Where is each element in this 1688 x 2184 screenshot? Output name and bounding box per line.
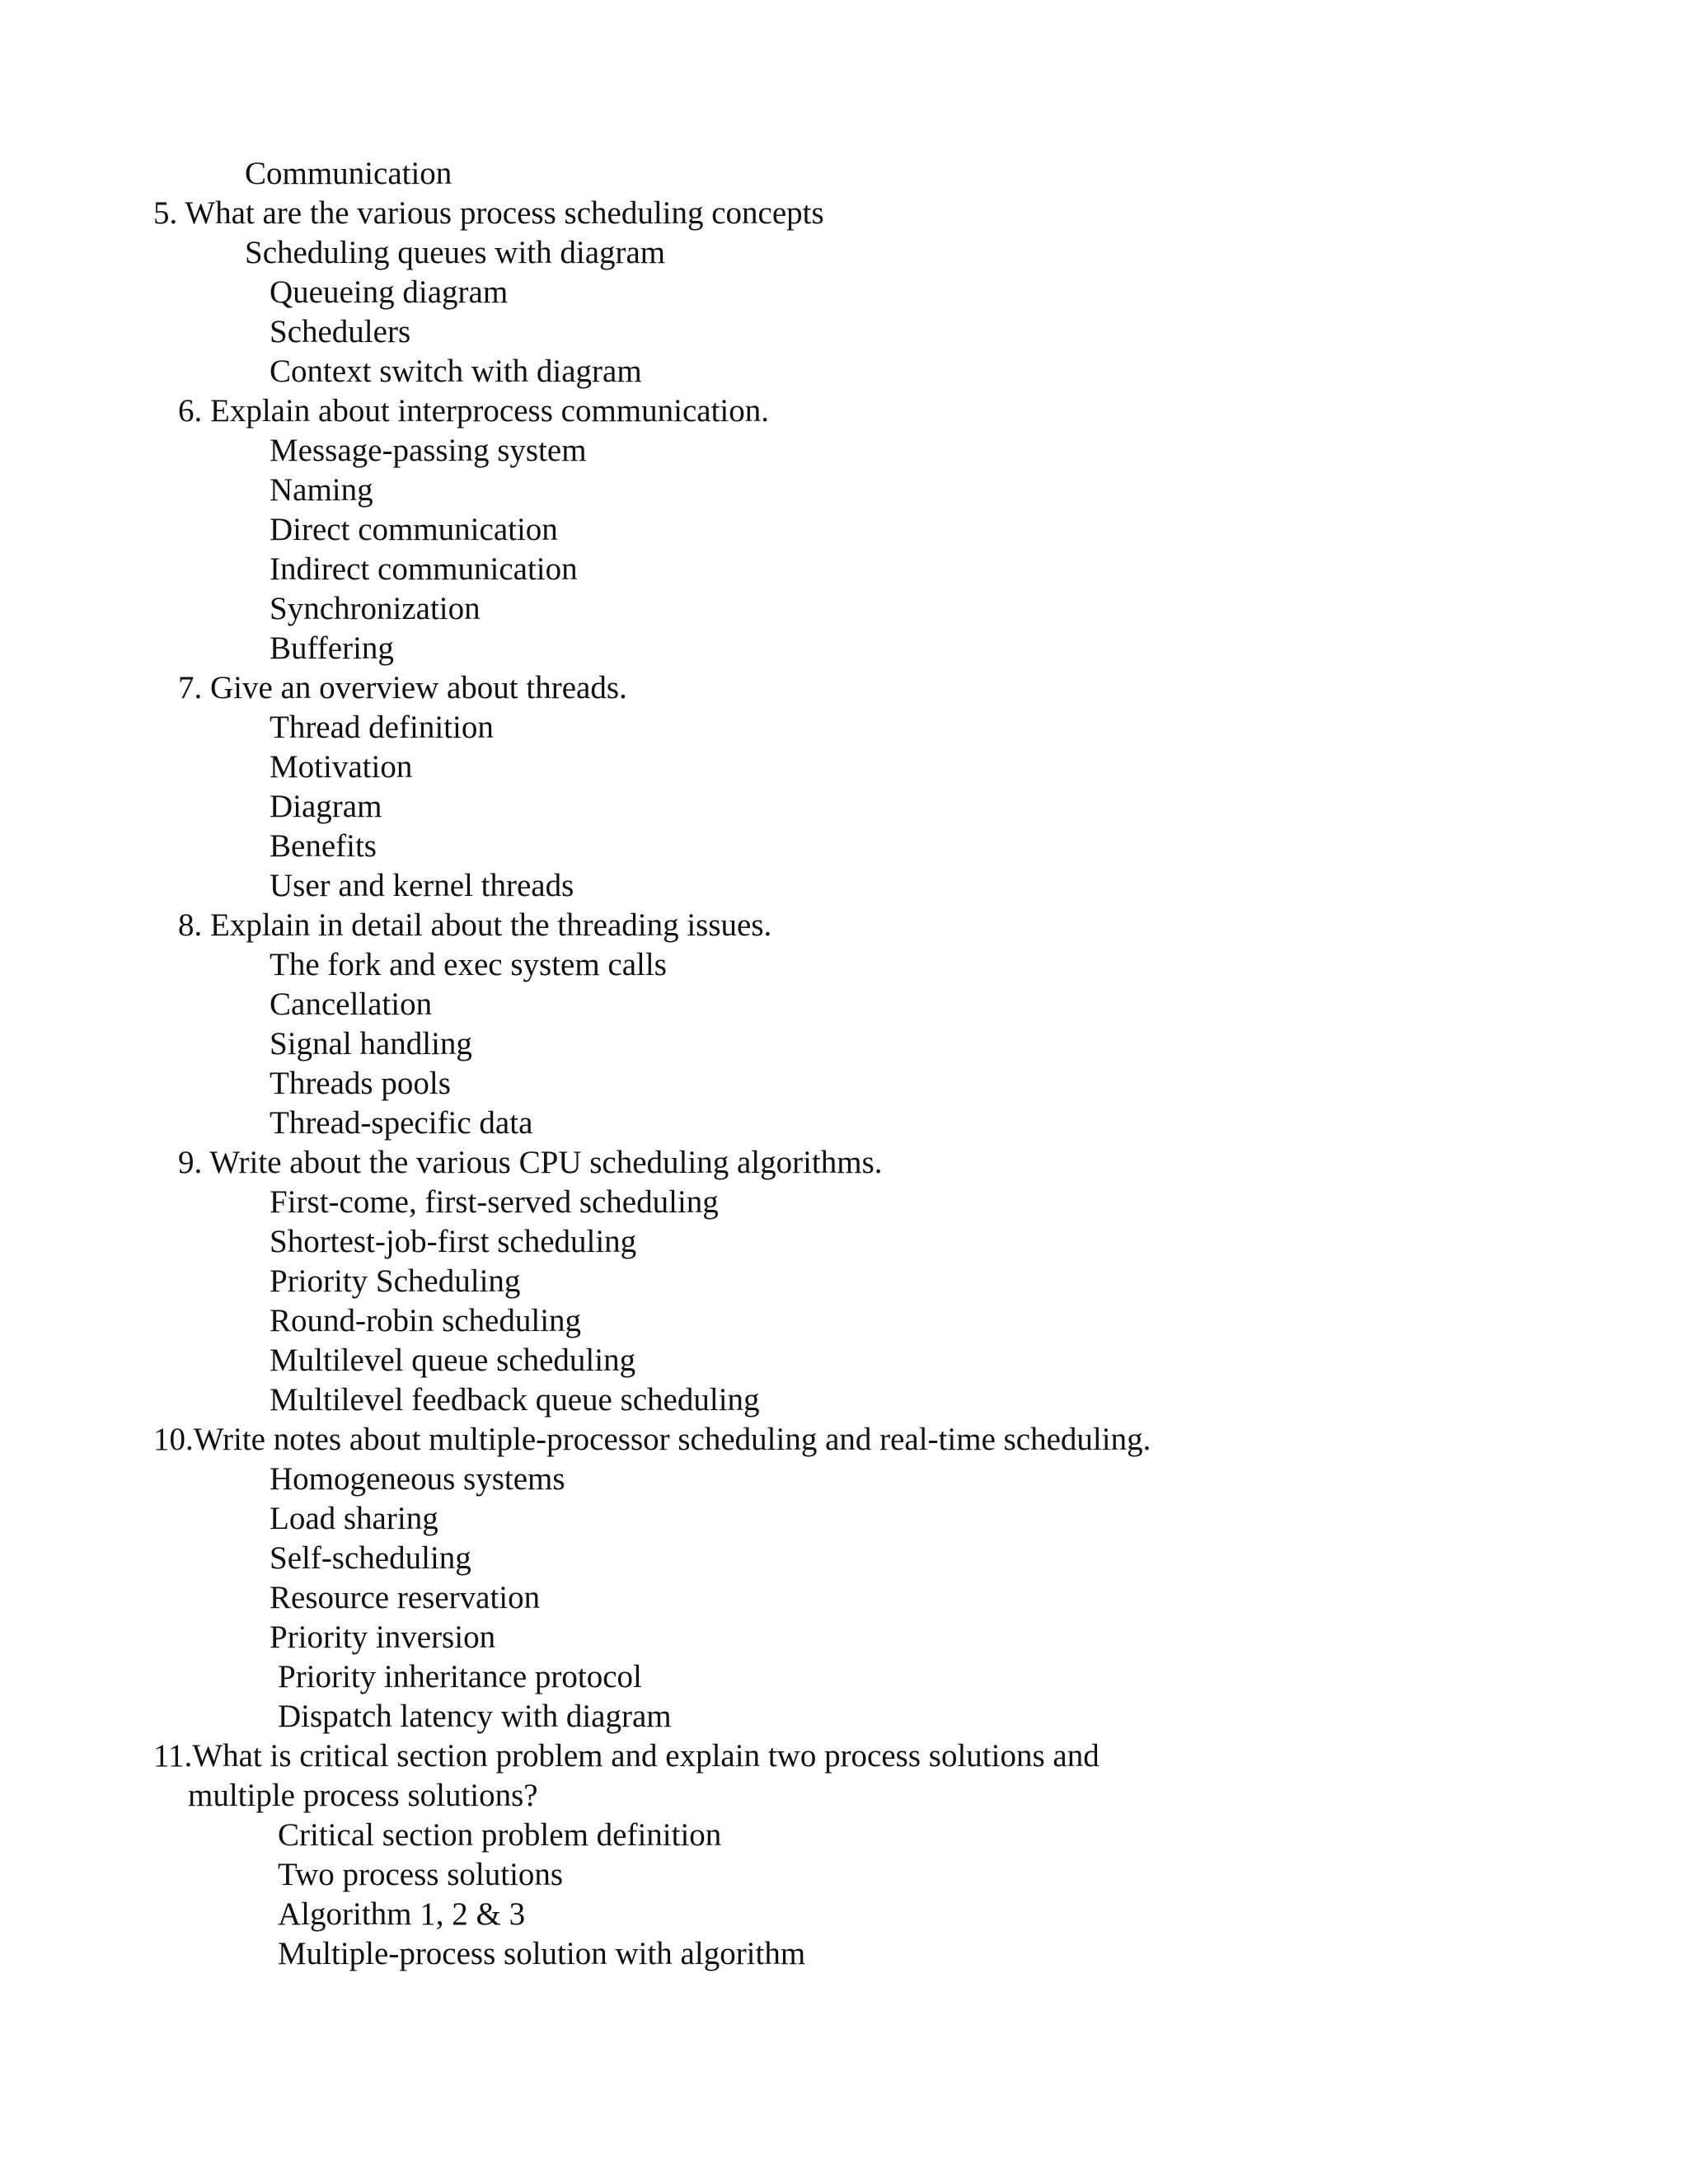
- outline-subitem: Priority Scheduling: [270, 1263, 521, 1299]
- outline-subitem: Direct communication: [270, 512, 558, 547]
- outline-subitem: Thread-specific data: [270, 1105, 533, 1141]
- question-heading-continuation: multiple process solutions?: [188, 1778, 538, 1813]
- outline-subitem: Two process solutions: [278, 1857, 564, 1892]
- outline-subitem: First-come, first-served scheduling: [270, 1184, 719, 1220]
- outline-subitem: Critical section problem definition: [278, 1817, 722, 1853]
- outline-subitem: Message-passing system: [270, 433, 587, 468]
- outline-subitem: Schedulers: [270, 314, 411, 349]
- outline-subitem: Algorithm 1, 2 & 3: [278, 1896, 526, 1932]
- outline-subitem: Load sharing: [270, 1501, 438, 1536]
- outline-subitem: Motivation: [270, 749, 413, 785]
- outline-subitem: Naming: [270, 472, 373, 508]
- question-heading: 11.What is critical section problem and explain two process solutions and: [153, 1738, 1100, 1774]
- outline-subitem: Multilevel feedback queue scheduling: [270, 1382, 760, 1418]
- question-heading: 7. Give an overview about threads.: [178, 670, 627, 705]
- outline-subitem: Self-scheduling: [270, 1540, 471, 1576]
- outline-subitem: Priority inversion: [270, 1619, 496, 1655]
- question-heading: 8. Explain in detail about the threading issues.: [178, 907, 772, 943]
- outline-subitem: Communication: [245, 156, 452, 191]
- outline-subitem: Context switch with diagram: [270, 354, 642, 389]
- outline-subitem: Round-robin scheduling: [270, 1303, 582, 1338]
- outline-subitem: Dispatch latency with diagram: [278, 1699, 672, 1734]
- outline-subitem: Scheduling queues with diagram: [245, 235, 666, 270]
- outline-subitem: Benefits: [270, 828, 377, 864]
- outline-subitem: Cancellation: [270, 987, 433, 1022]
- outline-subitem: Threads pools: [270, 1066, 451, 1101]
- question-heading: 5. What are the various process scheduling concepts: [153, 195, 824, 231]
- outline-subitem: Signal handling: [270, 1026, 472, 1062]
- outline-subitem: Multiple-process solution with algorithm: [278, 1936, 806, 1971]
- outline-subitem: Priority inheritance protocol: [278, 1659, 642, 1694]
- outline-subitem: Diagram: [270, 789, 382, 824]
- outline-subitem: The fork and exec system calls: [270, 947, 667, 982]
- outline-subitem: Shortest-job-first scheduling: [270, 1224, 637, 1259]
- question-heading: 9. Write about the various CPU scheduling algorithms.: [178, 1145, 883, 1180]
- outline-subitem: Buffering: [270, 630, 394, 666]
- outline-subitem: Queueing diagram: [270, 274, 509, 310]
- outline-subitem: Multilevel queue scheduling: [270, 1343, 636, 1378]
- outline-subitem: Homogeneous systems: [270, 1461, 565, 1497]
- outline-subitem: Synchronization: [270, 591, 481, 626]
- question-heading: 10.Write notes about multiple-processor scheduling and real-time scheduling.: [153, 1422, 1151, 1457]
- outline-subitem: Indirect communication: [270, 551, 578, 587]
- outline-subitem: User and kernel threads: [270, 868, 574, 903]
- question-heading: 6. Explain about interprocess communication.: [178, 393, 769, 429]
- outline-subitem: Resource reservation: [270, 1580, 541, 1615]
- outline-subitem: Thread definition: [270, 710, 494, 745]
